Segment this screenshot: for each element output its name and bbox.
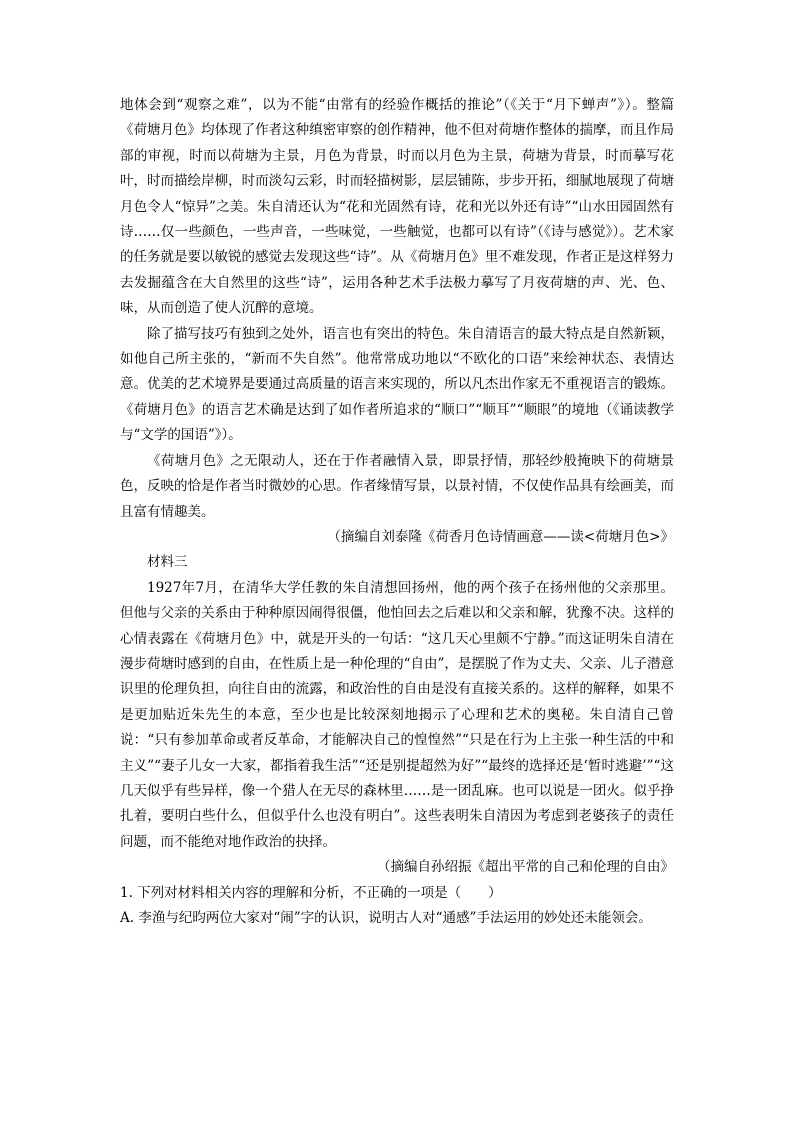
paragraph-2: 除了描写技巧有独到之处外，语言也有突出的特色。朱自清语言的最大特点是自然新颖，如他自己所主张的，“新而不失自然”。他常常成功地以“不欧化的口语”来绘神状态、表情达意。优美的艺术境界是要通过高质量的语言来实现的，所以凡杰出作家无不重视语言的锻炼。《荷塘月色》的语言艺术确是达到了如作者所追求的“顺口”“顺耳”“顺眼”的境地（《诵读教学与“文学的国语”》）。 [120,325,674,444]
paragraph-4: 1927年7月，在清华大学任教的朱自清想回扬州，他的两个孩子在扬州他的父亲那里。但他与父亲的关系由于种种原因闹得很僵，他怕回去之后难以和父亲和解，犹豫不决。这样的心情表露在《荷塘月色》中，就是开头的一句话：“这几天心里颇不宁静。”而这证明朱自清在漫步荷塘时感到的自由，在性质上是一种伦理的“自由”，是摆脱了作为丈夫、父亲、儿子潜意识里的伦理负担，向往自由的流露，和政治性的自由是没有直接关系的。这样的解释，如果不是更加贴近朱先生的本意，至少也是比较深刻地揭示了心理和艺术的奥秘。朱自清自己曾说：“只有参加革命或者反革命，才能解决自己的惶惶然”“只是在行为上主张一种生活的中和主义”“妻子儿女一大家，都指着我生活”“还是别提超然为好”“最终的选择还是‘暂时逃避’”“这几天似乎有些异样，像一个猎人在无尽的森林里……是一团乱麻。也可以说是一团火。似乎挣扎着，要明白些什么，但似乎什么也没有明白”。这些表明朱自清因为考虑到老婆孩子的责任问题，而不能绝对地作政治的抉择。 [120,579,674,850]
paragraph-3: 《荷塘月色》之无限动人，还在于作者融情入景，即景抒情，那轻纱般掩映下的荷塘景色，反映的恰是作者当时微妙的心思。作者缘情写景，以景衬情，不仅使作品具有绘画美，而且富有情趣美。 [120,452,674,520]
question-1-stem: 1. 下列对材料相关内容的理解和分析，不正确的一项是（ ） [120,884,502,901]
material-3-heading: 材料三 [147,554,188,571]
question-1-option-a: A. 李渔与纪昀两位大家对“闹”字的认识，说明古人对“通感”手法运用的妙处还未能领会。 [120,910,652,926]
source-citation-1: （摘编自刘泰隆《荷香月色诗情画意——读<荷塘月色>》 [327,528,674,545]
source-citation-2: （摘编自孙绍振《超出平常的自己和伦理的自由》 [377,859,674,876]
document-body [120,93,674,931]
paragraph-1: 地体会到“观察之难”，以为不能“由常有的经验作概括的推论”（《关于“月下蝉声”》）。整篇《荷塘月色》均体现了作者这种缜密审察的创作精神，他不但对荷塘作整体的揣摩，而且作局部的审视，时而以荷塘为主景，月色为背景，时而以月色为主景，荷塘为背景，时而摹写花叶，时而描绘岸柳，时而淡勾云彩，时而轻描树影，层层铺陈，步步开拓，细腻地展现了荷塘月色令人“惊异”之美。朱自清还认为“花和光固然有诗，花和光以外还有诗”“山水田园固然有诗……仅一些颜色，一些声音，一些味觉，一些触觉，也都可以有诗”（《诗与感觉》）。艺术家的任务就是要以敏锐的感觉去发现这些“诗”。从《荷塘月色》里不难发现，作者正是这样努力去发掘蕴含在大自然里的这些“诗”，运用各种艺术手法极力摹写了月夜荷塘的声、光、色、味，从而创造了使人沉醉的意境。 [120,97,674,317]
